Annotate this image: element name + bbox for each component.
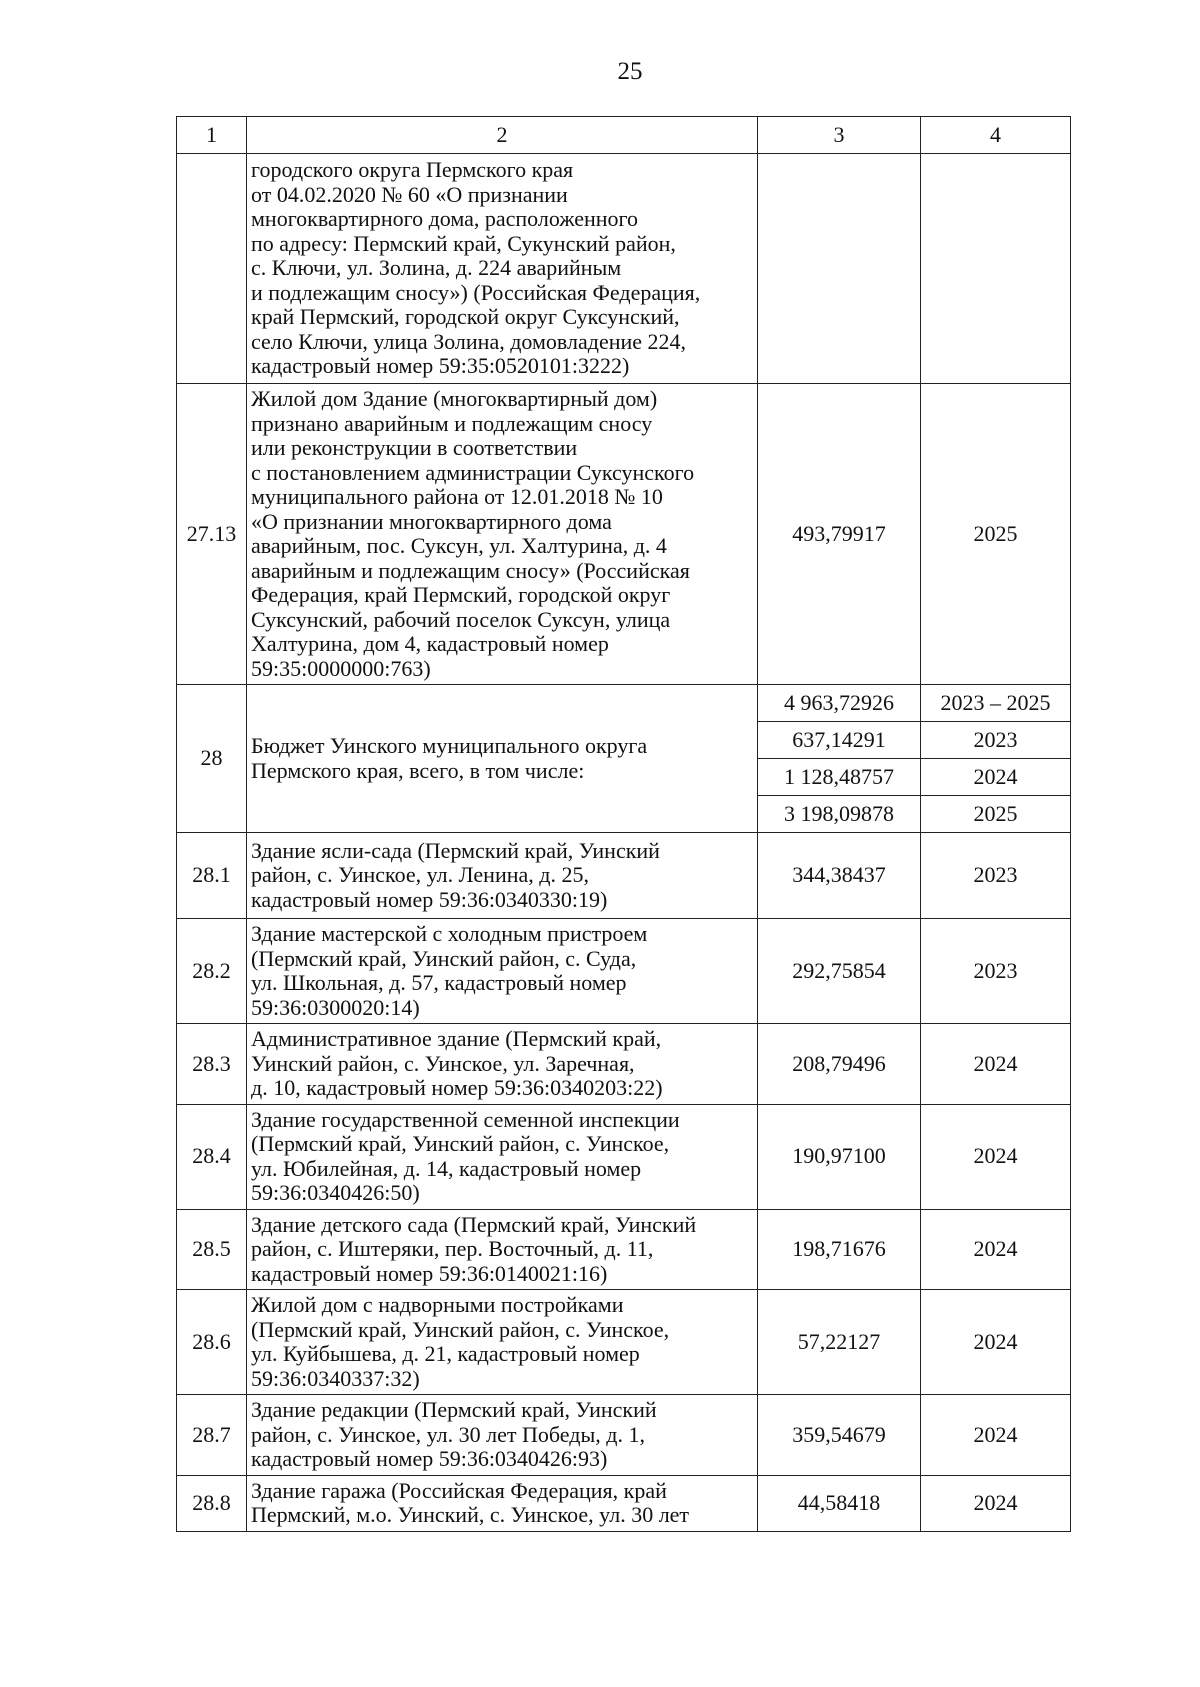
budget-table bbox=[176, 116, 1071, 1532]
text-line: с постановлением администрации Суксунского bbox=[251, 459, 695, 485]
text-line: Здание ясли-сада (Пермский край, Уинский bbox=[251, 837, 660, 863]
text-line: ул. Куйбышева, д. 21, кадастровый номер bbox=[251, 1341, 640, 1366]
row-year: 2024 bbox=[921, 1290, 1071, 1395]
text-line: кадастровый номер 59:36:0140021:16) bbox=[251, 1260, 608, 1286]
row-number: 28 bbox=[177, 685, 247, 833]
text-line: признано аварийным и подлежащим сносу bbox=[251, 410, 653, 436]
text-line: кадастровый номер 59:36:0340330:19) bbox=[251, 886, 608, 912]
row-year: 2025 bbox=[921, 384, 1071, 685]
text-line: ул. Школьная, д. 57, кадастровый номер bbox=[251, 970, 627, 995]
table-row bbox=[177, 1290, 1071, 1395]
text-line: (Пермский край, Уинский район, с. Уинское, bbox=[251, 1131, 670, 1156]
text-line: 59:36:0340426:50) bbox=[251, 1180, 420, 1205]
text-line: от 04.02.2020 № 60 «О признании bbox=[251, 181, 568, 207]
table-row bbox=[177, 1395, 1071, 1476]
row-number: 28.4 bbox=[177, 1104, 247, 1209]
text-line: д. 10, кадастровый номер 59:36:0340203:22) bbox=[251, 1075, 663, 1100]
row-value: 44,58418 bbox=[758, 1475, 921, 1531]
text-line: кадастровый номер 59:35:0520101:3222) bbox=[251, 353, 630, 379]
table-row-budget-total bbox=[177, 685, 1071, 722]
row-value: 57,22127 bbox=[758, 1290, 921, 1395]
row-value: 359,54679 bbox=[758, 1395, 921, 1476]
row-number: 27.13 bbox=[177, 384, 247, 685]
text-line: кадастровый номер 59:36:0340426:93) bbox=[251, 1446, 608, 1471]
row-value: 637,14291 bbox=[758, 722, 921, 759]
table-row bbox=[177, 919, 1071, 1024]
header-cell: 4 bbox=[921, 117, 1071, 154]
row-description bbox=[247, 1024, 758, 1105]
row-description bbox=[247, 685, 758, 833]
text-line: Халтурина, дом 4, кадастровый номер bbox=[251, 631, 609, 656]
row-year: 2025 bbox=[921, 796, 1071, 833]
row-year: 2023 bbox=[921, 833, 1071, 919]
row-description bbox=[247, 1104, 758, 1209]
header-cell: 2 bbox=[247, 117, 758, 154]
row-year bbox=[921, 154, 1071, 384]
row-value bbox=[758, 154, 921, 384]
text-line: Здание детского сада (Пермский край, Уинский bbox=[251, 1211, 697, 1237]
text-line: Здание гаража (Российская Федерация, край bbox=[251, 1477, 667, 1503]
text-line: (Пермский край, Уинский район, с. Суда, bbox=[251, 945, 637, 971]
row-number: 28.6 bbox=[177, 1290, 247, 1395]
row-number: 28.8 bbox=[177, 1475, 247, 1531]
row-value: 198,71676 bbox=[758, 1209, 921, 1290]
table-row bbox=[177, 154, 1071, 384]
row-description bbox=[247, 1290, 758, 1395]
text-line: муниципального района от 12.01.2018 № 10 bbox=[251, 484, 663, 509]
row-description bbox=[247, 919, 758, 1024]
row-number: 28.1 bbox=[177, 833, 247, 919]
row-year: 2024 bbox=[921, 1209, 1071, 1290]
text-line: Здание редакции (Пермский край, Уинский bbox=[251, 1397, 657, 1422]
row-description bbox=[247, 384, 758, 685]
row-number: 28.2 bbox=[177, 919, 247, 1024]
row-value: 1 128,48757 bbox=[758, 759, 921, 796]
text-line: 59:36:0340337:32) bbox=[251, 1365, 420, 1391]
row-year: 2024 bbox=[921, 1024, 1071, 1105]
row-value: 190,97100 bbox=[758, 1104, 921, 1209]
text-line: район, с. Уинское, ул. 30 лет Победы, д. 1, bbox=[251, 1421, 645, 1447]
row-year: 2024 bbox=[921, 1395, 1071, 1476]
text-line: Бюджет Уинского муниципального округа bbox=[251, 733, 648, 758]
row-description bbox=[247, 833, 758, 919]
row-description bbox=[247, 1475, 758, 1531]
table-row bbox=[177, 1209, 1071, 1290]
row-number bbox=[177, 154, 247, 384]
text-line: Жилой дом Здание (многоквартирный дом) bbox=[251, 386, 658, 411]
text-line: 59:36:0300020:14) bbox=[251, 994, 420, 1020]
text-line: (Пермский край, Уинский район, с. Уинское, bbox=[251, 1316, 670, 1342]
text-line: район, с. Уинское, ул. Ленина, д. 25, bbox=[251, 862, 589, 888]
text-line: Пермского края, всего, в том числе: bbox=[251, 757, 585, 783]
text-line: городского округа Пермского края bbox=[251, 157, 574, 183]
row-value: 344,38437 bbox=[758, 833, 921, 919]
table-row bbox=[177, 384, 1071, 685]
row-description bbox=[247, 1395, 758, 1476]
row-description bbox=[247, 1209, 758, 1290]
text-line: Пермский, м.о. Уинский, с. Уинское, ул. 30 лет bbox=[251, 1502, 690, 1527]
text-line: аварийным и подлежащим сносу» (Российская bbox=[251, 557, 690, 583]
text-line: Административное здание (Пермский край, bbox=[251, 1026, 662, 1051]
header-cell: 1 bbox=[177, 117, 247, 154]
text-line: аварийным, пос. Суксун, ул. Халтурина, д. 4 bbox=[251, 533, 667, 558]
text-line: Федерация, край Пермский, городской округ bbox=[251, 582, 671, 607]
text-line: Уинский район, с. Уинское, ул. Заречная, bbox=[251, 1050, 635, 1076]
header-cell: 3 bbox=[758, 117, 921, 154]
text-line: 59:35:0000000:763) bbox=[251, 655, 431, 681]
row-value: 493,79917 bbox=[758, 384, 921, 685]
row-value: 3 198,09878 bbox=[758, 796, 921, 833]
row-value: 208,79496 bbox=[758, 1024, 921, 1105]
row-year: 2024 bbox=[921, 759, 1071, 796]
text-line: по адресу: Пермский край, Сукунский район, bbox=[251, 230, 676, 256]
table-row bbox=[177, 1024, 1071, 1105]
table-row bbox=[177, 833, 1071, 919]
row-number: 28.7 bbox=[177, 1395, 247, 1476]
row-value: 4 963,72926 bbox=[758, 685, 921, 722]
table-row bbox=[177, 1475, 1071, 1531]
text-line: ул. Юбилейная, д. 14, кадастровый номер bbox=[251, 1155, 642, 1181]
row-year: 2023 bbox=[921, 919, 1071, 1024]
text-line: или реконструкции в соответствии bbox=[251, 435, 578, 460]
row-number: 28.3 bbox=[177, 1024, 247, 1105]
text-line: Здание мастерской с холодным пристроем bbox=[251, 921, 648, 946]
text-line: многоквартирного дома, расположенного bbox=[251, 206, 639, 232]
table-row bbox=[177, 1104, 1071, 1209]
row-year: 2024 bbox=[921, 1475, 1071, 1531]
row-description bbox=[247, 154, 758, 384]
row-number: 28.5 bbox=[177, 1209, 247, 1290]
row-year: 2023 – 2025 bbox=[921, 685, 1071, 722]
text-line: и подлежащим сносу») (Российская Федерация, bbox=[251, 279, 701, 305]
text-line: Жилой дом с надворными постройками bbox=[251, 1292, 624, 1317]
row-year: 2024 bbox=[921, 1104, 1071, 1209]
text-line: Суксунский, рабочий поселок Суксун, улица bbox=[251, 606, 671, 632]
text-line: село Ключи, улица Золина, домовладение 224, bbox=[251, 328, 687, 354]
text-line: район, с. Иштеряки, пер. Восточный, д. 11, bbox=[251, 1236, 654, 1261]
row-value: 292,75854 bbox=[758, 919, 921, 1024]
row-year: 2023 bbox=[921, 722, 1071, 759]
table-header-row bbox=[177, 117, 1071, 154]
text-line: с. Ключи, ул. Золина, д. 224 аварийным bbox=[251, 255, 622, 281]
text-line: Здание государственной семенной инспекции bbox=[251, 1106, 680, 1132]
text-line: край Пермский, городской округ Суксунский, bbox=[251, 304, 680, 330]
text-line: «О признании многоквартирного дома bbox=[251, 508, 612, 534]
page-number: 25 bbox=[617, 58, 643, 85]
